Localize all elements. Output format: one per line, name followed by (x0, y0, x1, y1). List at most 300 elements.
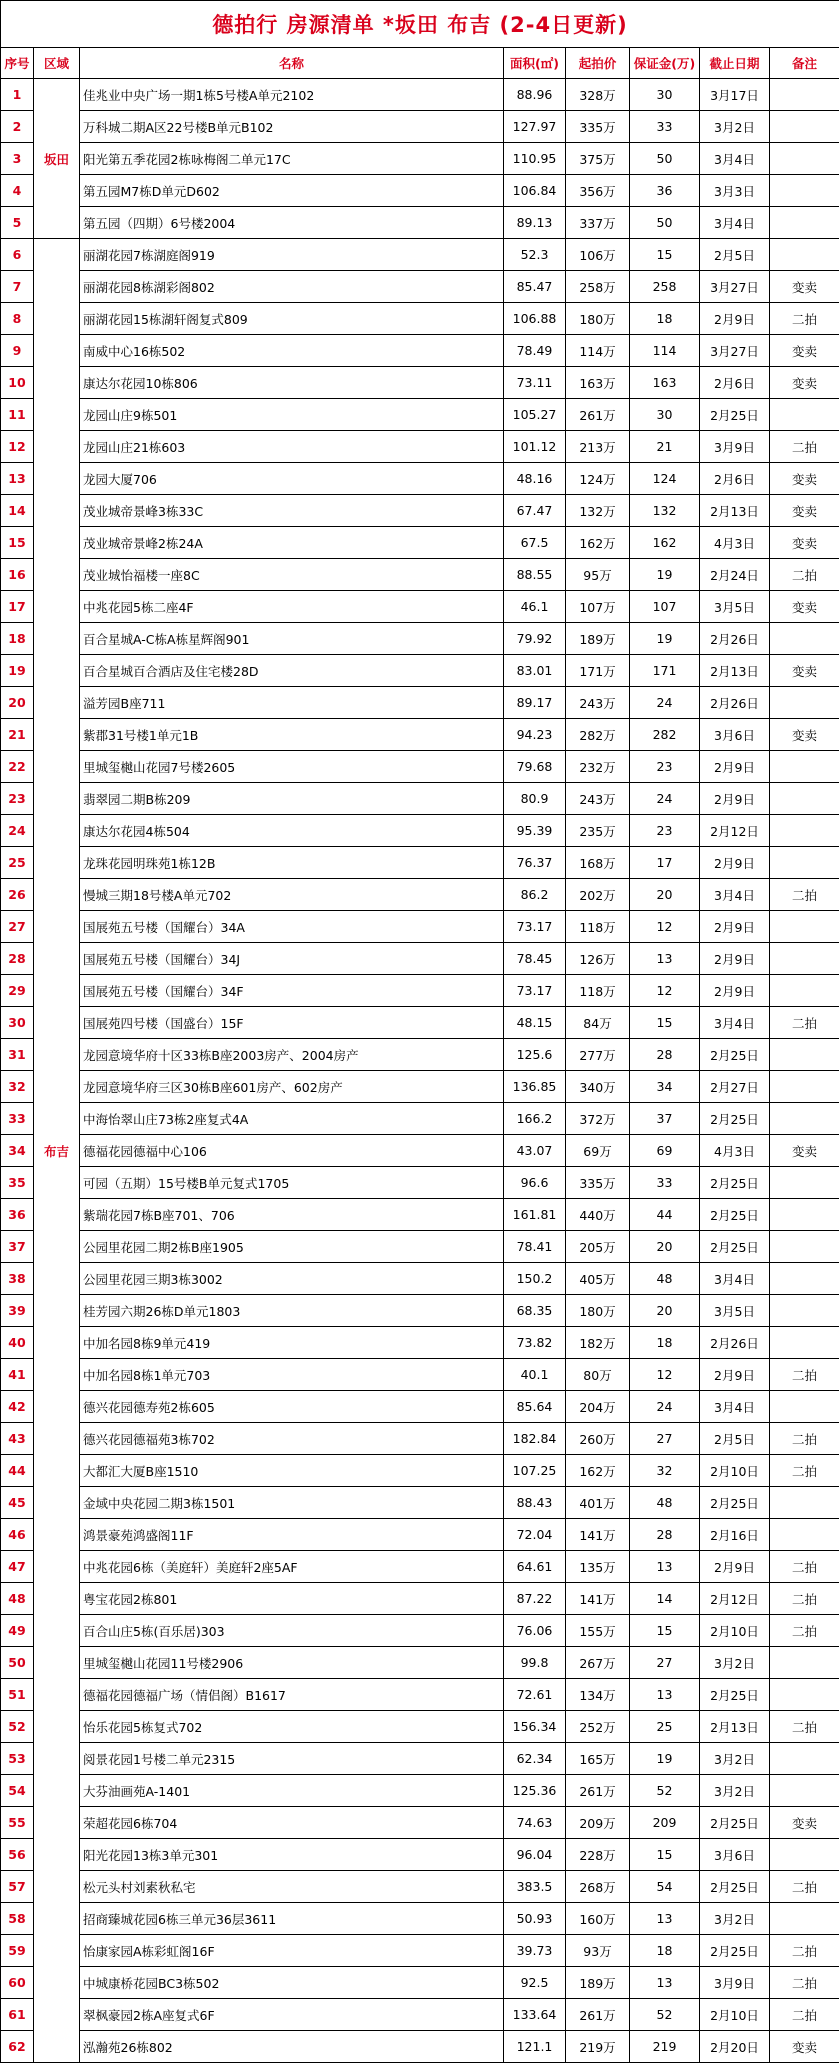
cell-deposit: 69 (630, 1135, 700, 1167)
col-header-seq: 序号 (1, 48, 34, 79)
cell-remark: 二拍 (770, 303, 839, 335)
cell-deadline: 2月20日 (700, 2031, 770, 2063)
table-row (1, 79, 839, 111)
table-row (1, 527, 839, 559)
cell-deadline: 2月26日 (700, 623, 770, 655)
cell-deposit: 15 (630, 239, 700, 271)
cell-area: 76.37 (504, 847, 566, 879)
cell-seq: 28 (1, 943, 34, 975)
cell-deadline: 2月26日 (700, 1327, 770, 1359)
cell-seq: 41 (1, 1359, 34, 1391)
cell-deposit: 20 (630, 1231, 700, 1263)
cell-remark (770, 975, 839, 1007)
cell-deposit: 19 (630, 1743, 700, 1775)
cell-deposit: 32 (630, 1455, 700, 1487)
cell-name: 怡康家园A栋彩虹阁16F (80, 1935, 504, 1967)
cell-name: 国展苑五号楼（国耀台）34J (80, 943, 504, 975)
cell-area: 94.23 (504, 719, 566, 751)
cell-remark (770, 1263, 839, 1295)
cell-area: 67.47 (504, 495, 566, 527)
cell-area: 72.04 (504, 1519, 566, 1551)
cell-name: 怡乐花园5栋复式702 (80, 1711, 504, 1743)
cell-deposit: 14 (630, 1583, 700, 1615)
cell-area: 125.36 (504, 1775, 566, 1807)
cell-seq: 19 (1, 655, 34, 687)
cell-seq: 1 (1, 79, 34, 111)
cell-remark: 二拍 (770, 1583, 839, 1615)
table-row (1, 1039, 839, 1071)
table-row (1, 1775, 839, 1807)
cell-name: 阳光第五季花园2栋咏梅阁二单元17C (80, 143, 504, 175)
cell-seq: 42 (1, 1391, 34, 1423)
cell-deadline: 2月10日 (700, 1615, 770, 1647)
table-row (1, 1839, 839, 1871)
cell-remark: 二拍 (770, 1711, 839, 1743)
cell-area: 73.11 (504, 367, 566, 399)
cell-name: 金域中央花园二期3栋1501 (80, 1487, 504, 1519)
cell-deadline: 2月13日 (700, 655, 770, 687)
cell-deadline: 2月25日 (700, 1679, 770, 1711)
table-row (1, 1807, 839, 1839)
cell-deposit: 28 (630, 1039, 700, 1071)
cell-area: 86.2 (504, 879, 566, 911)
cell-remark (770, 815, 839, 847)
cell-deposit: 33 (630, 111, 700, 143)
cell-area: 39.73 (504, 1935, 566, 1967)
cell-deadline: 2月24日 (700, 559, 770, 591)
cell-area: 76.06 (504, 1615, 566, 1647)
cell-name: 国展苑四号楼（国盛台）15F (80, 1007, 504, 1039)
cell-seq: 46 (1, 1519, 34, 1551)
cell-name: 丽湖花园7栋湖庭阁919 (80, 239, 504, 271)
cell-remark: 二拍 (770, 431, 839, 463)
cell-deadline: 2月10日 (700, 1999, 770, 2031)
table-row (1, 1295, 839, 1327)
district-cell: 坂田 (34, 79, 80, 239)
cell-start-price: 228万 (566, 1839, 630, 1871)
cell-remark: 二拍 (770, 1455, 839, 1487)
header-row (1, 48, 839, 79)
cell-area: 72.61 (504, 1679, 566, 1711)
cell-deadline: 2月25日 (700, 1039, 770, 1071)
cell-start-price: 282万 (566, 719, 630, 751)
cell-start-price: 252万 (566, 1711, 630, 1743)
cell-deadline: 4月3日 (700, 527, 770, 559)
cell-name: 大都汇大厦B座1510 (80, 1455, 504, 1487)
cell-deadline: 3月2日 (700, 1903, 770, 1935)
cell-area: 78.41 (504, 1231, 566, 1263)
cell-area: 89.17 (504, 687, 566, 719)
cell-deadline: 2月9日 (700, 783, 770, 815)
col-header-deadline: 截止日期 (700, 48, 770, 79)
cell-remark: 变卖 (770, 463, 839, 495)
cell-remark (770, 1903, 839, 1935)
cell-name: 百合星城A-C栋A栋星辉阁901 (80, 623, 504, 655)
cell-name: 泓瀚苑26栋802 (80, 2031, 504, 2063)
cell-deadline: 3月6日 (700, 1839, 770, 1871)
cell-area: 78.49 (504, 335, 566, 367)
cell-deposit: 30 (630, 399, 700, 431)
cell-start-price: 235万 (566, 815, 630, 847)
cell-name: 慢城三期18号楼A单元702 (80, 879, 504, 911)
cell-area: 80.9 (504, 783, 566, 815)
cell-deadline: 2月9日 (700, 943, 770, 975)
cell-deposit: 13 (630, 1551, 700, 1583)
table-row (1, 1647, 839, 1679)
table-row (1, 367, 839, 399)
table-row (1, 1103, 839, 1135)
table-row (1, 1711, 839, 1743)
cell-start-price: 132万 (566, 495, 630, 527)
cell-seq: 22 (1, 751, 34, 783)
cell-area: 48.16 (504, 463, 566, 495)
cell-start-price: 155万 (566, 1615, 630, 1647)
cell-start-price: 135万 (566, 1551, 630, 1583)
cell-remark: 变卖 (770, 495, 839, 527)
cell-remark: 变卖 (770, 367, 839, 399)
cell-seq: 7 (1, 271, 34, 303)
cell-remark: 变卖 (770, 271, 839, 303)
cell-remark (770, 783, 839, 815)
cell-start-price: 124万 (566, 463, 630, 495)
cell-deadline: 3月4日 (700, 143, 770, 175)
cell-name: 南威中心16栋502 (80, 335, 504, 367)
cell-start-price: 118万 (566, 911, 630, 943)
cell-area: 74.63 (504, 1807, 566, 1839)
cell-deposit: 124 (630, 463, 700, 495)
table-row (1, 847, 839, 879)
cell-name: 翠枫豪园2栋A座复式6F (80, 1999, 504, 2031)
cell-name: 阳光花园13栋3单元301 (80, 1839, 504, 1871)
cell-remark (770, 79, 839, 111)
table-row (1, 303, 839, 335)
cell-area: 96.04 (504, 1839, 566, 1871)
cell-deposit: 33 (630, 1167, 700, 1199)
cell-deposit: 27 (630, 1647, 700, 1679)
cell-seq: 25 (1, 847, 34, 879)
cell-start-price: 134万 (566, 1679, 630, 1711)
cell-deposit: 36 (630, 175, 700, 207)
cell-name: 中加名园8栋1单元703 (80, 1359, 504, 1391)
cell-seq: 55 (1, 1807, 34, 1839)
cell-seq: 17 (1, 591, 34, 623)
cell-remark: 变卖 (770, 335, 839, 367)
cell-start-price: 340万 (566, 1071, 630, 1103)
cell-area: 166.2 (504, 1103, 566, 1135)
cell-name: 康达尔花园4栋504 (80, 815, 504, 847)
cell-start-price: 401万 (566, 1487, 630, 1519)
cell-seq: 45 (1, 1487, 34, 1519)
cell-name: 万科城二期A区22号楼B单元B102 (80, 111, 504, 143)
cell-deadline: 3月2日 (700, 1647, 770, 1679)
cell-name: 国展苑五号楼（国耀台）34F (80, 975, 504, 1007)
cell-deadline: 2月12日 (700, 1583, 770, 1615)
cell-name: 德兴花园德福苑3栋702 (80, 1423, 504, 1455)
table-row (1, 1135, 839, 1167)
cell-remark (770, 1487, 839, 1519)
table-row (1, 559, 839, 591)
cell-deadline: 2月13日 (700, 1711, 770, 1743)
table-row (1, 1967, 839, 1999)
cell-deadline: 2月26日 (700, 687, 770, 719)
table-row (1, 783, 839, 815)
cell-remark (770, 399, 839, 431)
cell-deadline: 2月25日 (700, 1871, 770, 1903)
cell-name: 翡翠园二期B栋209 (80, 783, 504, 815)
cell-seq: 4 (1, 175, 34, 207)
cell-area: 156.34 (504, 1711, 566, 1743)
cell-seq: 16 (1, 559, 34, 591)
cell-deadline: 3月9日 (700, 431, 770, 463)
cell-remark (770, 911, 839, 943)
cell-remark: 变卖 (770, 655, 839, 687)
cell-seq: 44 (1, 1455, 34, 1487)
cell-deposit: 44 (630, 1199, 700, 1231)
cell-area: 133.64 (504, 1999, 566, 2031)
table-row (1, 399, 839, 431)
table-row (1, 495, 839, 527)
cell-area: 95.39 (504, 815, 566, 847)
table-row (1, 2031, 839, 2063)
cell-area: 62.34 (504, 1743, 566, 1775)
cell-start-price: 337万 (566, 207, 630, 239)
cell-deposit: 12 (630, 1359, 700, 1391)
cell-seq: 51 (1, 1679, 34, 1711)
cell-start-price: 213万 (566, 431, 630, 463)
cell-area: 110.95 (504, 143, 566, 175)
cell-remark (770, 239, 839, 271)
cell-deadline: 2月5日 (700, 1423, 770, 1455)
cell-deposit: 48 (630, 1263, 700, 1295)
cell-name: 茂业城怡福楼一座8C (80, 559, 504, 591)
cell-deposit: 20 (630, 879, 700, 911)
cell-start-price: 258万 (566, 271, 630, 303)
cell-deposit: 162 (630, 527, 700, 559)
cell-area: 79.68 (504, 751, 566, 783)
cell-name: 公园里花园三期3栋3002 (80, 1263, 504, 1295)
table-row (1, 1359, 839, 1391)
cell-seq: 24 (1, 815, 34, 847)
cell-area: 92.5 (504, 1967, 566, 1999)
cell-seq: 47 (1, 1551, 34, 1583)
cell-deadline: 3月2日 (700, 1775, 770, 1807)
cell-deposit: 163 (630, 367, 700, 399)
cell-start-price: 405万 (566, 1263, 630, 1295)
cell-remark: 二拍 (770, 1999, 839, 2031)
cell-seq: 60 (1, 1967, 34, 1999)
cell-deadline: 3月5日 (700, 591, 770, 623)
table-row (1, 1935, 839, 1967)
cell-deposit: 52 (630, 1775, 700, 1807)
cell-deposit: 15 (630, 1615, 700, 1647)
cell-start-price: 162万 (566, 527, 630, 559)
cell-name: 桂芳园六期26栋D单元1803 (80, 1295, 504, 1327)
cell-seq: 20 (1, 687, 34, 719)
cell-area: 50.93 (504, 1903, 566, 1935)
table-row (1, 1551, 839, 1583)
cell-remark (770, 1775, 839, 1807)
cell-start-price: 141万 (566, 1519, 630, 1551)
cell-deposit: 13 (630, 1967, 700, 1999)
cell-seq: 57 (1, 1871, 34, 1903)
cell-deposit: 219 (630, 2031, 700, 2063)
table-row (1, 1487, 839, 1519)
table-row (1, 655, 839, 687)
table-row (1, 1231, 839, 1263)
cell-seq: 6 (1, 239, 34, 271)
cell-name: 龙园意境华府十区33栋B座2003房产、2004房产 (80, 1039, 504, 1071)
cell-name: 德福花园德福广场（情侣阁）B1617 (80, 1679, 504, 1711)
cell-name: 德兴花园德寿苑2栋605 (80, 1391, 504, 1423)
cell-start-price: 375万 (566, 143, 630, 175)
cell-deposit: 258 (630, 271, 700, 303)
cell-deadline: 3月27日 (700, 335, 770, 367)
cell-remark (770, 1327, 839, 1359)
cell-seq: 30 (1, 1007, 34, 1039)
cell-deadline: 3月5日 (700, 1295, 770, 1327)
table-row (1, 975, 839, 1007)
cell-area: 46.1 (504, 591, 566, 623)
table-row (1, 239, 839, 271)
table-row (1, 1615, 839, 1647)
cell-seq: 15 (1, 527, 34, 559)
cell-seq: 43 (1, 1423, 34, 1455)
cell-remark (770, 1199, 839, 1231)
cell-start-price: 180万 (566, 1295, 630, 1327)
cell-deadline: 2月25日 (700, 1231, 770, 1263)
cell-seq: 9 (1, 335, 34, 367)
cell-name: 中兆花园6栋（美庭轩）美庭轩2座5AF (80, 1551, 504, 1583)
cell-start-price: 180万 (566, 303, 630, 335)
cell-area: 136.85 (504, 1071, 566, 1103)
cell-area: 67.5 (504, 527, 566, 559)
cell-deadline: 2月16日 (700, 1519, 770, 1551)
cell-area: 96.6 (504, 1167, 566, 1199)
cell-remark: 二拍 (770, 1967, 839, 1999)
cell-start-price: 261万 (566, 399, 630, 431)
cell-area: 150.2 (504, 1263, 566, 1295)
cell-seq: 38 (1, 1263, 34, 1295)
cell-seq: 34 (1, 1135, 34, 1167)
cell-deadline: 3月27日 (700, 271, 770, 303)
cell-seq: 21 (1, 719, 34, 751)
table-row (1, 1871, 839, 1903)
cell-remark (770, 1295, 839, 1327)
cell-area: 73.17 (504, 911, 566, 943)
cell-start-price: 202万 (566, 879, 630, 911)
cell-name: 第五园M7栋D单元D602 (80, 175, 504, 207)
cell-start-price: 118万 (566, 975, 630, 1007)
cell-start-price: 171万 (566, 655, 630, 687)
cell-deposit: 24 (630, 687, 700, 719)
cell-name: 中海怡翠山庄73栋2座复式4A (80, 1103, 504, 1135)
cell-name: 公园里花园二期2栋B座1905 (80, 1231, 504, 1263)
cell-area: 52.3 (504, 239, 566, 271)
cell-deadline: 2月25日 (700, 1487, 770, 1519)
cell-start-price: 260万 (566, 1423, 630, 1455)
cell-deadline: 2月13日 (700, 495, 770, 527)
cell-start-price: 243万 (566, 783, 630, 815)
cell-deposit: 132 (630, 495, 700, 527)
table-row (1, 1679, 839, 1711)
cell-area: 88.96 (504, 79, 566, 111)
table-row (1, 1999, 839, 2031)
cell-area: 85.47 (504, 271, 566, 303)
cell-deadline: 3月4日 (700, 207, 770, 239)
cell-deadline: 2月9日 (700, 1551, 770, 1583)
cell-deadline: 3月6日 (700, 719, 770, 751)
cell-deposit: 107 (630, 591, 700, 623)
cell-deadline: 3月4日 (700, 1263, 770, 1295)
cell-seq: 10 (1, 367, 34, 399)
cell-deposit: 52 (630, 1999, 700, 2031)
cell-deposit: 12 (630, 975, 700, 1007)
cell-seq: 52 (1, 1711, 34, 1743)
cell-seq: 39 (1, 1295, 34, 1327)
table-row (1, 719, 839, 751)
cell-name: 百合星城百合酒店及住宅楼28D (80, 655, 504, 687)
cell-name: 百合山庄5栋(百乐居)303 (80, 1615, 504, 1647)
cell-deposit: 171 (630, 655, 700, 687)
cell-deposit: 24 (630, 783, 700, 815)
cell-start-price: 80万 (566, 1359, 630, 1391)
cell-deposit: 23 (630, 751, 700, 783)
cell-deposit: 28 (630, 1519, 700, 1551)
cell-deposit: 54 (630, 1871, 700, 1903)
cell-remark (770, 1231, 839, 1263)
col-header-area: 面积(㎡) (504, 48, 566, 79)
cell-deadline: 4月3日 (700, 1135, 770, 1167)
cell-seq: 59 (1, 1935, 34, 1967)
cell-start-price: 163万 (566, 367, 630, 399)
cell-seq: 36 (1, 1199, 34, 1231)
table-row (1, 271, 839, 303)
cell-deposit: 114 (630, 335, 700, 367)
cell-start-price: 162万 (566, 1455, 630, 1487)
cell-seq: 27 (1, 911, 34, 943)
cell-deadline: 3月2日 (700, 1743, 770, 1775)
cell-area: 68.35 (504, 1295, 566, 1327)
cell-area: 127.97 (504, 111, 566, 143)
cell-seq: 3 (1, 143, 34, 175)
cell-deadline: 2月9日 (700, 751, 770, 783)
table-row (1, 751, 839, 783)
cell-remark: 二拍 (770, 559, 839, 591)
cell-remark (770, 1071, 839, 1103)
cell-name: 龙园大厦706 (80, 463, 504, 495)
cell-area: 48.15 (504, 1007, 566, 1039)
cell-start-price: 277万 (566, 1039, 630, 1071)
cell-area: 79.92 (504, 623, 566, 655)
cell-remark (770, 207, 839, 239)
cell-area: 87.22 (504, 1583, 566, 1615)
cell-seq: 53 (1, 1743, 34, 1775)
cell-deposit: 19 (630, 623, 700, 655)
cell-remark: 二拍 (770, 1551, 839, 1583)
cell-area: 78.45 (504, 943, 566, 975)
cell-remark: 变卖 (770, 1807, 839, 1839)
cell-deposit: 24 (630, 1391, 700, 1423)
cell-seq: 14 (1, 495, 34, 527)
cell-deposit: 20 (630, 1295, 700, 1327)
cell-deadline: 3月9日 (700, 1967, 770, 1999)
cell-seq: 37 (1, 1231, 34, 1263)
cell-remark (770, 1647, 839, 1679)
cell-area: 88.55 (504, 559, 566, 591)
col-header-start-price: 起拍价 (566, 48, 630, 79)
cell-seq: 50 (1, 1647, 34, 1679)
cell-name: 松元头村刘素秋私宅 (80, 1871, 504, 1903)
